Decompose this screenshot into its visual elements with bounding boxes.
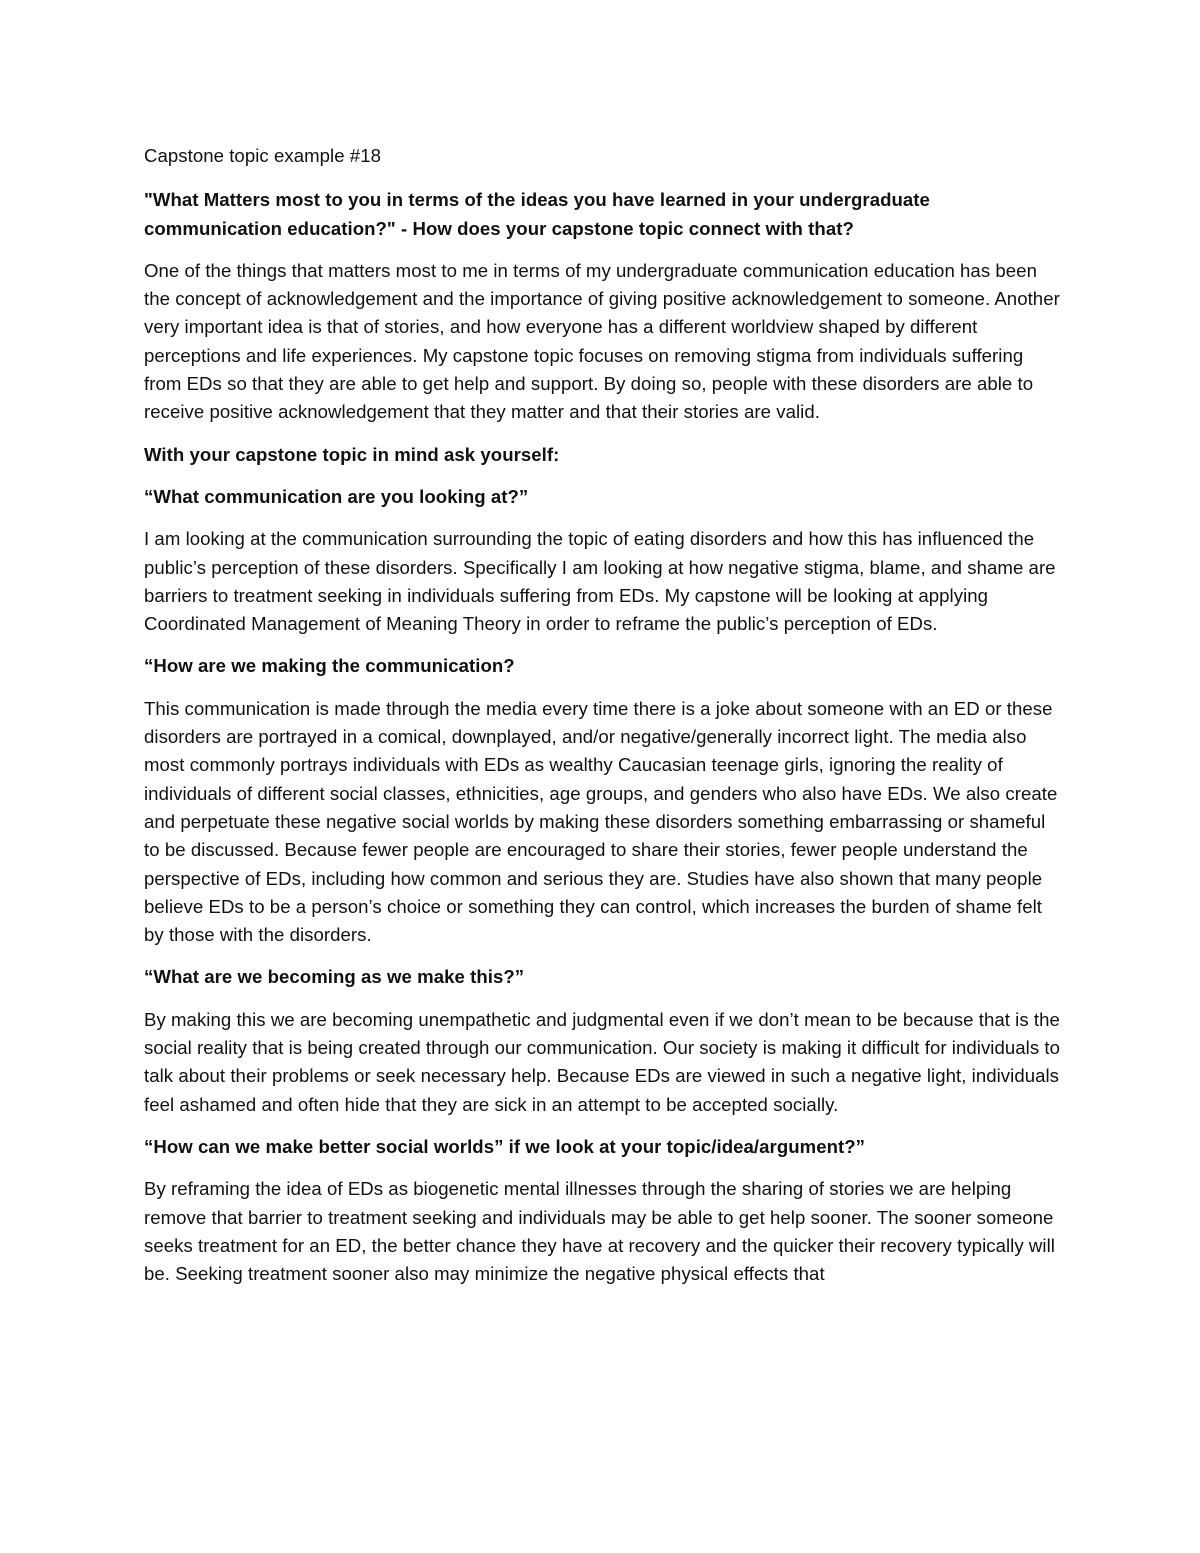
question-how-making: “How are we making the communication? (144, 655, 515, 677)
question-what-matters: "What Matters most to you in terms of the ideas you have learned in your undergraduate communication education?" - How does your capstone topic connect with that? (144, 189, 930, 239)
document-content (144, 142, 1064, 1302)
prompt-ask-yourself: With your capstone topic in mind ask yourself: (144, 443, 560, 465)
question-what-communication: “What communication are you looking at?” (144, 485, 529, 507)
question-what-becoming: “What are we becoming as we make this?” (144, 966, 525, 988)
answer-what-communication: I am looking at the communication surrounding the topic of eating disorders and how this has influenced the public’s perception of these disorders. Specifically I am looking at how negative stigma, blame, and shame are barriers to treatment seeking in individuals suffering from EDs. My capstone will be looking at applying Coordinated Management of Meaning Theory in order to reframe the public’s perception of EDs. (144, 528, 1056, 635)
question-better-social-worlds: “How can we make better social worlds” if we look at your topic/idea/argument?” (144, 1135, 866, 1157)
document-title: Capstone topic example #18 (144, 145, 381, 166)
answer-how-making: This communication is made through the media every time there is a joke about someone with an ED or these disorders are portrayed in a comical, downplayed, and/or negative/generally incorrect light. The media also most commonly portrays individuals with EDs as wealthy Caucasian teenage girls, ignoring the reality of individuals of different social classes, ethnicities, age groups, and genders who also have EDs. We also create and perpetuate these negative social worlds by making these disorders something embarrassing or shameful to be discussed. Because fewer people are encouraged to share their stories, fewer people understand the perspective of EDs, including how common and serious they are. Studies have also shown that many people believe EDs to be a person’s choice or something they can control, which increases the burden of shame felt by those with the disorders. (144, 697, 1058, 946)
answer-what-matters: One of the things that matters most to me in terms of my undergraduate communication education has been the concept of acknowledgement and the importance of giving positive acknowledgement to someone. Another very important idea is that of stories, and how everyone has a different worldview shaped by different perceptions and life experiences. My capstone topic focuses on removing stigma from individuals suffering from EDs so that they are able to get help and support. By doing so, people with these disorders are able to receive positive acknowledgement that they matter and that their stories are valid. (144, 259, 1060, 423)
answer-better-social-worlds: By reframing the idea of EDs as biogenetic mental illnesses through the sharing of stories we are helping remove that barrier to treatment seeking and individuals may be able to get help sooner. The sooner someone seeks treatment for an ED, the better chance they have at recovery and the quicker their recovery typically will be. Seeking treatment sooner also may minimize the negative physical effects that (144, 1178, 1055, 1285)
answer-what-becoming: By making this we are becoming unempathetic and judgmental even if we don’t mean to be because that is the social reality that is being created through our communication. Our society is making it difficult for individuals to talk about their problems or seek necessary help. Because EDs are viewed in such a negative light, individuals feel ashamed and often hide that they are sick in an attempt to be accepted socially. (144, 1008, 1060, 1115)
